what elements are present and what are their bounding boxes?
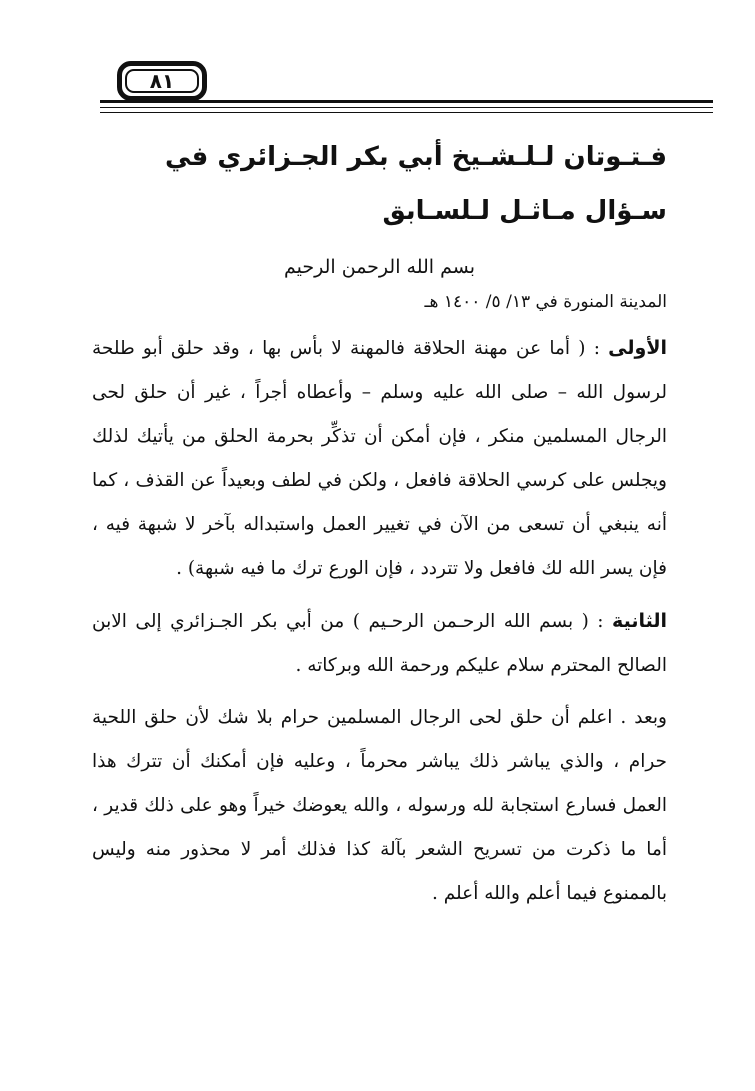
fatwa-first bbox=[92, 326, 667, 591]
basmala: بسم الله الرحمن الرحيم bbox=[284, 256, 475, 278]
date-line: المدينة المنورة في ١٣/ ٥/ ١٤٠٠ هـ bbox=[424, 292, 667, 312]
fatwa-first-text: : ( أما عن مهنة الحلاقة فالمهنة لا بأس بها ، وقد حلق أبو طلحة لرسول الله – صلى الله عليه وسلم – وأعطاه أجراً ، غير أن حلق لحى الرجال المسلمين منكر ، فإن أمكن أن تذكِّر بحرمة الحلق من يأتيك لذلك ويجلس على كرسي الحلاقة فافعل ، ولكن في لطف وبعيداً عن القذف ، كما أنه ينبغي أن تسعى من الآن في تغيير العمل واستبداله بآخر لا شبهة فيه ، فإن يسر الله لك فافعل ولا تتردد ، فإن الورع ترك ما فيه شبهة) . bbox=[92, 338, 667, 579]
closing-paragraph: وبعد . اعلم أن حلق لحى الرجال المسلمين حرام بلا شك لأن حلق اللحية حرام ، والذي يباشر ذلك يباشر محرماً ، وعليه فإن أمكنك أن تترك هذا العمل فسارع استجابة لله ورسوله ، والله يعوضك خيراً وهو على ذلك قدير ، أما ما ذكرت من تسريح الشعر بآلة كذا فذلك أمر لا محذور منه وليس بالممنوع فيما أعلم والله أعلم . bbox=[92, 707, 667, 904]
header-rule-thin-2 bbox=[100, 112, 713, 113]
page-number: ٨١ bbox=[149, 69, 175, 93]
page-content bbox=[92, 130, 667, 924]
fatwa-first-label: الأولى bbox=[608, 337, 667, 359]
fatwa-second-text: : ( بسم الله الرحـمن الرحـيم ) من أبي بكر الجـزائري إلى الابن الصالح المحترم سلام عليكم ورحمة الله وبركاته . bbox=[92, 611, 667, 676]
page-number-badge bbox=[117, 61, 207, 101]
header-rule-thin bbox=[100, 107, 713, 108]
chapter-title: فـتـوتان لـلـشـيخ أبي بكر الجـزائري في سـؤال مـاثـل لـلسـابق bbox=[164, 142, 667, 226]
fatwa-second bbox=[92, 599, 667, 688]
fatwa-second-label: الثانية bbox=[612, 610, 667, 632]
